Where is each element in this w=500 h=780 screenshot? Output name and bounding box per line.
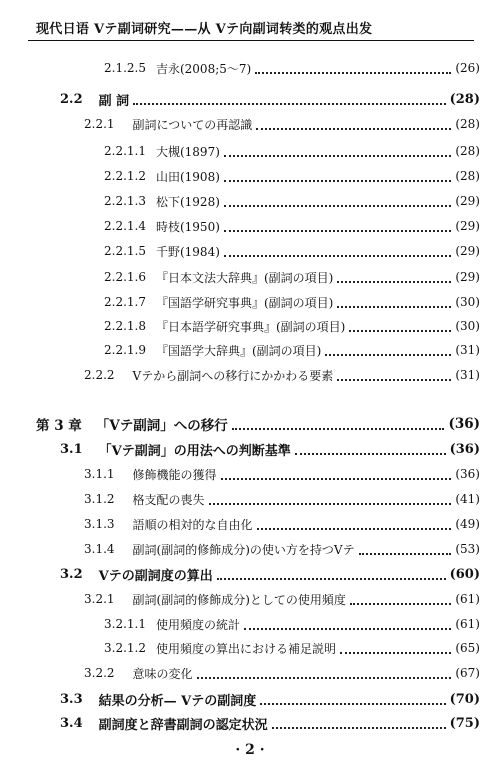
toc-entry-number: 3.2 — [60, 566, 83, 582]
toc-entry[interactable] — [104, 57, 480, 79]
toc-entry[interactable] — [104, 291, 480, 313]
toc-entry[interactable] — [104, 613, 480, 635]
toc-entry-page: (70) — [449, 691, 480, 707]
toc-entry-number: 2.1.2.5 — [104, 61, 146, 75]
toc-entry-title: 『日本語学研究事典』(副詞の項目) — [155, 319, 346, 334]
toc-entry[interactable] — [104, 165, 480, 187]
toc-entry[interactable] — [60, 563, 480, 585]
toc-entry[interactable] — [104, 339, 480, 361]
toc-entry[interactable] — [84, 513, 480, 535]
dot-leader — [350, 602, 451, 605]
toc-entry-number: 3.2.1.1 — [104, 617, 146, 631]
dot-leader — [224, 254, 451, 257]
dot-leader — [337, 378, 451, 381]
dot-leader — [244, 627, 451, 630]
toc-entry-page: (75) — [449, 715, 480, 731]
toc-entry-title: 松下(1928) — [155, 194, 220, 209]
dot-leader — [224, 154, 451, 157]
toc-entry[interactable] — [104, 637, 480, 659]
toc-entry-title: 意味の変化 — [132, 666, 193, 681]
toc-entry-title: 時枝(1950) — [155, 219, 220, 234]
toc-entry-page: (53) — [455, 542, 480, 556]
toc-entry-number: 2.2.1.3 — [104, 194, 146, 208]
toc-entry-title: 副詞(副詞的修飾成分)としての使用頻度 — [132, 592, 346, 607]
dot-leader — [340, 651, 451, 654]
toc-entry[interactable] — [84, 588, 480, 610]
toc-entry-number: 2.2.2 — [84, 368, 115, 382]
toc-entry[interactable] — [104, 240, 480, 262]
toc-entry-page: (29) — [455, 270, 480, 284]
toc-entry[interactable] — [60, 88, 480, 110]
toc-entry-number: 3.2.2 — [84, 666, 115, 680]
toc-entry[interactable] — [60, 712, 480, 734]
dot-leader — [224, 229, 451, 232]
toc-entry-page: (61) — [455, 592, 480, 606]
toc-entry-number: 3.3 — [60, 691, 83, 707]
toc-entry-page: (30) — [455, 319, 480, 333]
toc-entry[interactable] — [84, 113, 480, 135]
dot-leader — [257, 527, 452, 530]
toc-entry-page: (28) — [455, 144, 480, 158]
page-number: · 2 · — [235, 742, 265, 758]
toc-entry[interactable] — [84, 538, 480, 560]
dot-leader — [255, 71, 451, 74]
toc-entry-number: 2.2.1.4 — [104, 219, 146, 233]
toc-entry-title: 副 詞 — [98, 93, 130, 109]
toc-entry-number: 3.2.1 — [84, 592, 115, 606]
toc-entry-page: (31) — [455, 343, 480, 357]
toc-entry-number: 3.1 — [60, 441, 83, 457]
dot-leader — [349, 329, 451, 332]
toc-entry-title: 「Vテ副詞」への移行 — [95, 418, 228, 434]
toc-entry-page: (29) — [455, 244, 480, 258]
toc-entry[interactable] — [104, 266, 480, 288]
toc-entry-title: 『日本文法大辞典』(副詞の項目) — [155, 270, 334, 285]
toc-entry-page: (67) — [455, 666, 480, 680]
toc-entry-title: 吉永(2008;5～7) — [155, 61, 252, 76]
toc-entry-title: 「Vテ副詞」の用法への判断基準 — [98, 443, 291, 459]
toc-entry-number: 3.1.3 — [84, 517, 115, 531]
toc-entry[interactable] — [36, 413, 480, 435]
toc-entry-number: 2.2.1.1 — [104, 144, 146, 158]
toc-entry-number: 2.2.1.7 — [104, 295, 146, 309]
toc-entry[interactable] — [104, 315, 480, 337]
toc-entry-title: 『国語学研究事典』(副詞の項目) — [155, 295, 334, 310]
toc-entry-page: (28) — [455, 169, 480, 183]
toc-entry-title: 副詞についての再認識 — [132, 117, 253, 132]
toc-entry-number: 第 3 章 — [36, 418, 82, 434]
dot-leader — [337, 305, 451, 308]
dot-leader — [260, 702, 445, 705]
toc-entry-number: 3.4 — [60, 715, 83, 731]
toc-entry-page: (61) — [455, 617, 480, 631]
toc-entry-title: Vテから副詞への移行にかかわる要素 — [132, 368, 334, 383]
dot-leader — [209, 502, 452, 505]
toc-entry-title: 使用頻度の統計 — [155, 617, 240, 632]
toc-entry[interactable] — [104, 190, 480, 212]
toc-entry[interactable] — [84, 364, 480, 386]
dot-leader — [325, 353, 451, 356]
toc-entry[interactable] — [84, 463, 480, 485]
toc-entry-number: 3.1.4 — [84, 542, 115, 556]
dot-leader — [197, 676, 452, 679]
toc-entry-page: (41) — [455, 492, 480, 506]
toc-entry-title: 大槻(1897) — [155, 144, 220, 159]
toc-entry-number: 3.1.2 — [84, 492, 115, 506]
dot-leader — [337, 280, 451, 283]
toc-entry-title: 結果の分析— Vテの副詞度 — [98, 693, 257, 709]
toc-entry-page: (65) — [455, 641, 480, 655]
toc-entry-title: 使用頻度の算出における補足説明 — [155, 641, 336, 656]
toc-entry-number: 2.2.1 — [84, 117, 115, 131]
toc-entry-number: 3.2.1.2 — [104, 641, 146, 655]
toc-entry[interactable] — [104, 140, 480, 162]
toc-entry[interactable] — [60, 438, 480, 460]
toc-entry-page: (31) — [455, 368, 480, 382]
toc-entry[interactable] — [104, 215, 480, 237]
toc-entry-page: (28) — [455, 117, 480, 131]
toc-entry[interactable] — [84, 662, 480, 684]
toc-entry-page: (60) — [449, 566, 480, 582]
toc-entry-page: (28) — [449, 91, 480, 107]
toc-entry-title: 山田(1908) — [155, 169, 220, 184]
dot-leader — [359, 552, 452, 555]
toc-entry-number: 2.2.1.9 — [104, 343, 146, 357]
header-divider — [28, 40, 474, 41]
toc-entry-title: 『国語学大辞典』(副詞の項目) — [155, 343, 322, 358]
toc-entry-page: (26) — [455, 61, 480, 75]
toc-entry-page: (36) — [448, 416, 480, 432]
dot-leader — [232, 427, 445, 430]
dot-leader — [217, 577, 446, 580]
toc-entry-number: 2.2.1.8 — [104, 319, 146, 333]
dot-leader — [224, 204, 451, 207]
toc-entry-title: Vテの副詞度の算出 — [98, 568, 213, 584]
toc-entry-number: 2.2.1.2 — [104, 169, 146, 183]
toc-entry-page: (29) — [455, 194, 480, 208]
dot-leader — [133, 102, 445, 105]
toc-entry-page: (36) — [455, 467, 480, 481]
toc-entry-title: 副詞度と辞書副詞の認定状況 — [98, 717, 268, 733]
dot-leader — [221, 477, 452, 480]
toc-entry-title: 格支配の喪失 — [132, 492, 205, 507]
dot-leader — [256, 127, 451, 130]
toc-entry-number: 2.2 — [60, 91, 83, 107]
toc-entry-title: 語順の相対的な自由化 — [132, 517, 253, 532]
toc-entry-title: 千野(1984) — [155, 244, 220, 259]
dot-leader — [272, 726, 446, 729]
toc-entry-number: 2.2.1.5 — [104, 244, 146, 258]
toc-entry-number: 3.1.1 — [84, 467, 115, 481]
toc-entry-number: 2.2.1.6 — [104, 270, 146, 284]
toc-entry-page: (30) — [455, 295, 480, 309]
toc-entry-title: 副詞(副詞的修飾成分)の使い方を持つVテ — [132, 542, 355, 557]
toc-entry-page: (29) — [455, 219, 480, 233]
dot-leader — [224, 179, 451, 182]
toc-entry-page: (36) — [449, 441, 480, 457]
toc-entry-title: 修飾機能の獲得 — [132, 467, 217, 482]
toc-entry[interactable] — [84, 488, 480, 510]
running-header: 现代日语 Vテ副词研究——从 Vテ向副词转类的观点出发 — [36, 22, 373, 37]
toc-entry[interactable] — [60, 688, 480, 710]
toc-entry-page: (49) — [455, 517, 480, 531]
dot-leader — [295, 452, 446, 455]
